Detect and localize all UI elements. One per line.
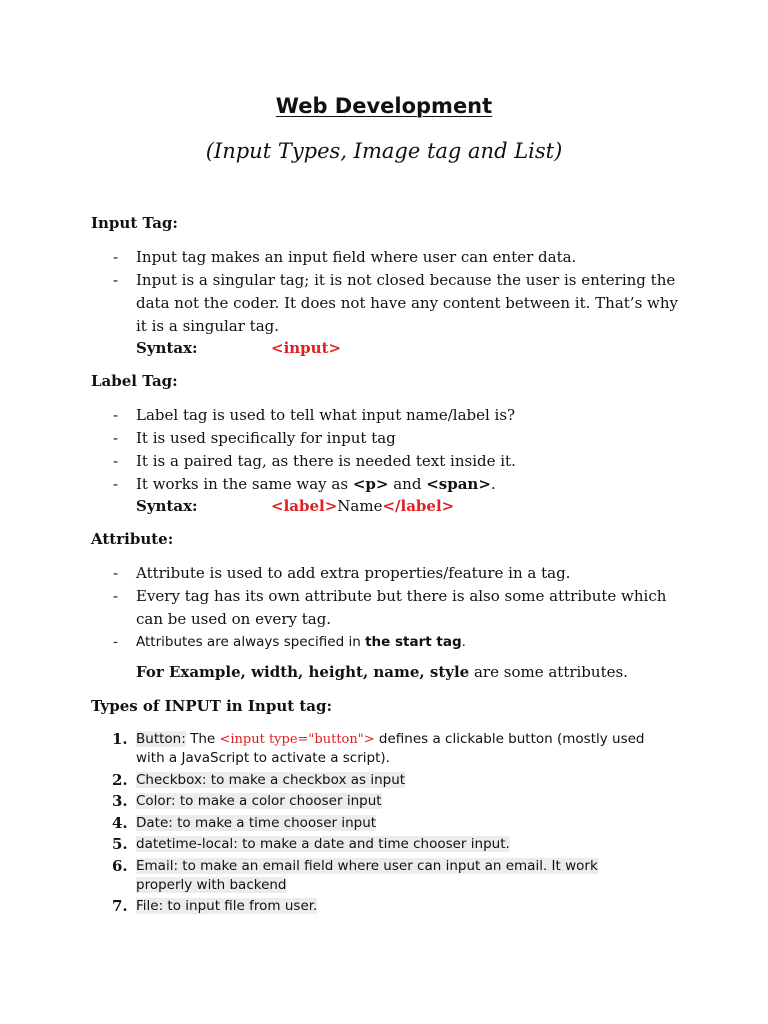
list-item: 2. Checkbox: to make a checkbox as input [112,770,406,789]
list-item: - Every tag has its own attribute but there is also some attribute which can be used on every tag. [113,587,667,628]
attribute-heading: Attribute: [91,530,174,548]
list-item: 4. Date: to make a time chooser input [112,813,377,832]
list-item: - It is used specifically for input tag [113,429,396,447]
list-item: - Attributes are always specified in the start tag. [113,634,466,650]
label-tag-list [0,404,768,496]
list-item: - Input is a singular tag; it is not closed because the user is entering the data not the coder. It does not have any content between it. That’s why it is a singular tag. [113,271,679,335]
page-subtitle: (Input Types, Image tag and List) [205,139,563,163]
input-types-heading: Types of INPUT in Input tag: [91,697,333,715]
list-item: 5. datetime-local: to make a date and time chooser input. [112,835,510,853]
list-item: 1. Button: The <input type="button"> defines a clickable button (mostly used with a JavaScript to activate a script). [112,730,645,766]
syntax-label: Syntax: [136,339,198,357]
label-syntax-code: <label>Name</label> [271,497,455,515]
list-item: - Input tag makes an input field where user can enter data. [113,248,577,266]
list-item: - Label tag is used to tell what input name/label is? [113,406,516,424]
input-syntax-code: <input> [271,339,342,357]
list-item: - It works in the same way as <p> and <span>. [113,475,496,493]
list-item: - Attribute is used to add extra properties/feature in a tag. [113,564,571,582]
label-tag-heading: Label Tag: [91,372,178,390]
list-item: 3. Color: to make a color chooser input [112,792,382,810]
label-syntax-line [136,497,455,515]
input-tag-heading: Input Tag: [91,214,178,232]
page-title: Web Development [275,94,493,118]
list-item: 7. File: to input file from user. [112,897,318,915]
syntax-label: Syntax: [136,497,198,515]
input-syntax-line [136,339,342,357]
attribute-example: For Example, width, height, name, style are some attributes. [136,663,628,681]
attribute-list [0,562,768,654]
input-types-list [0,730,768,919]
list-item: - It is a paired tag, as there is needed text inside it. [113,452,516,470]
list-item: 6. Email: to make an email field where user can input an email. It work properly with backend [112,856,598,893]
input-tag-list [0,246,768,338]
